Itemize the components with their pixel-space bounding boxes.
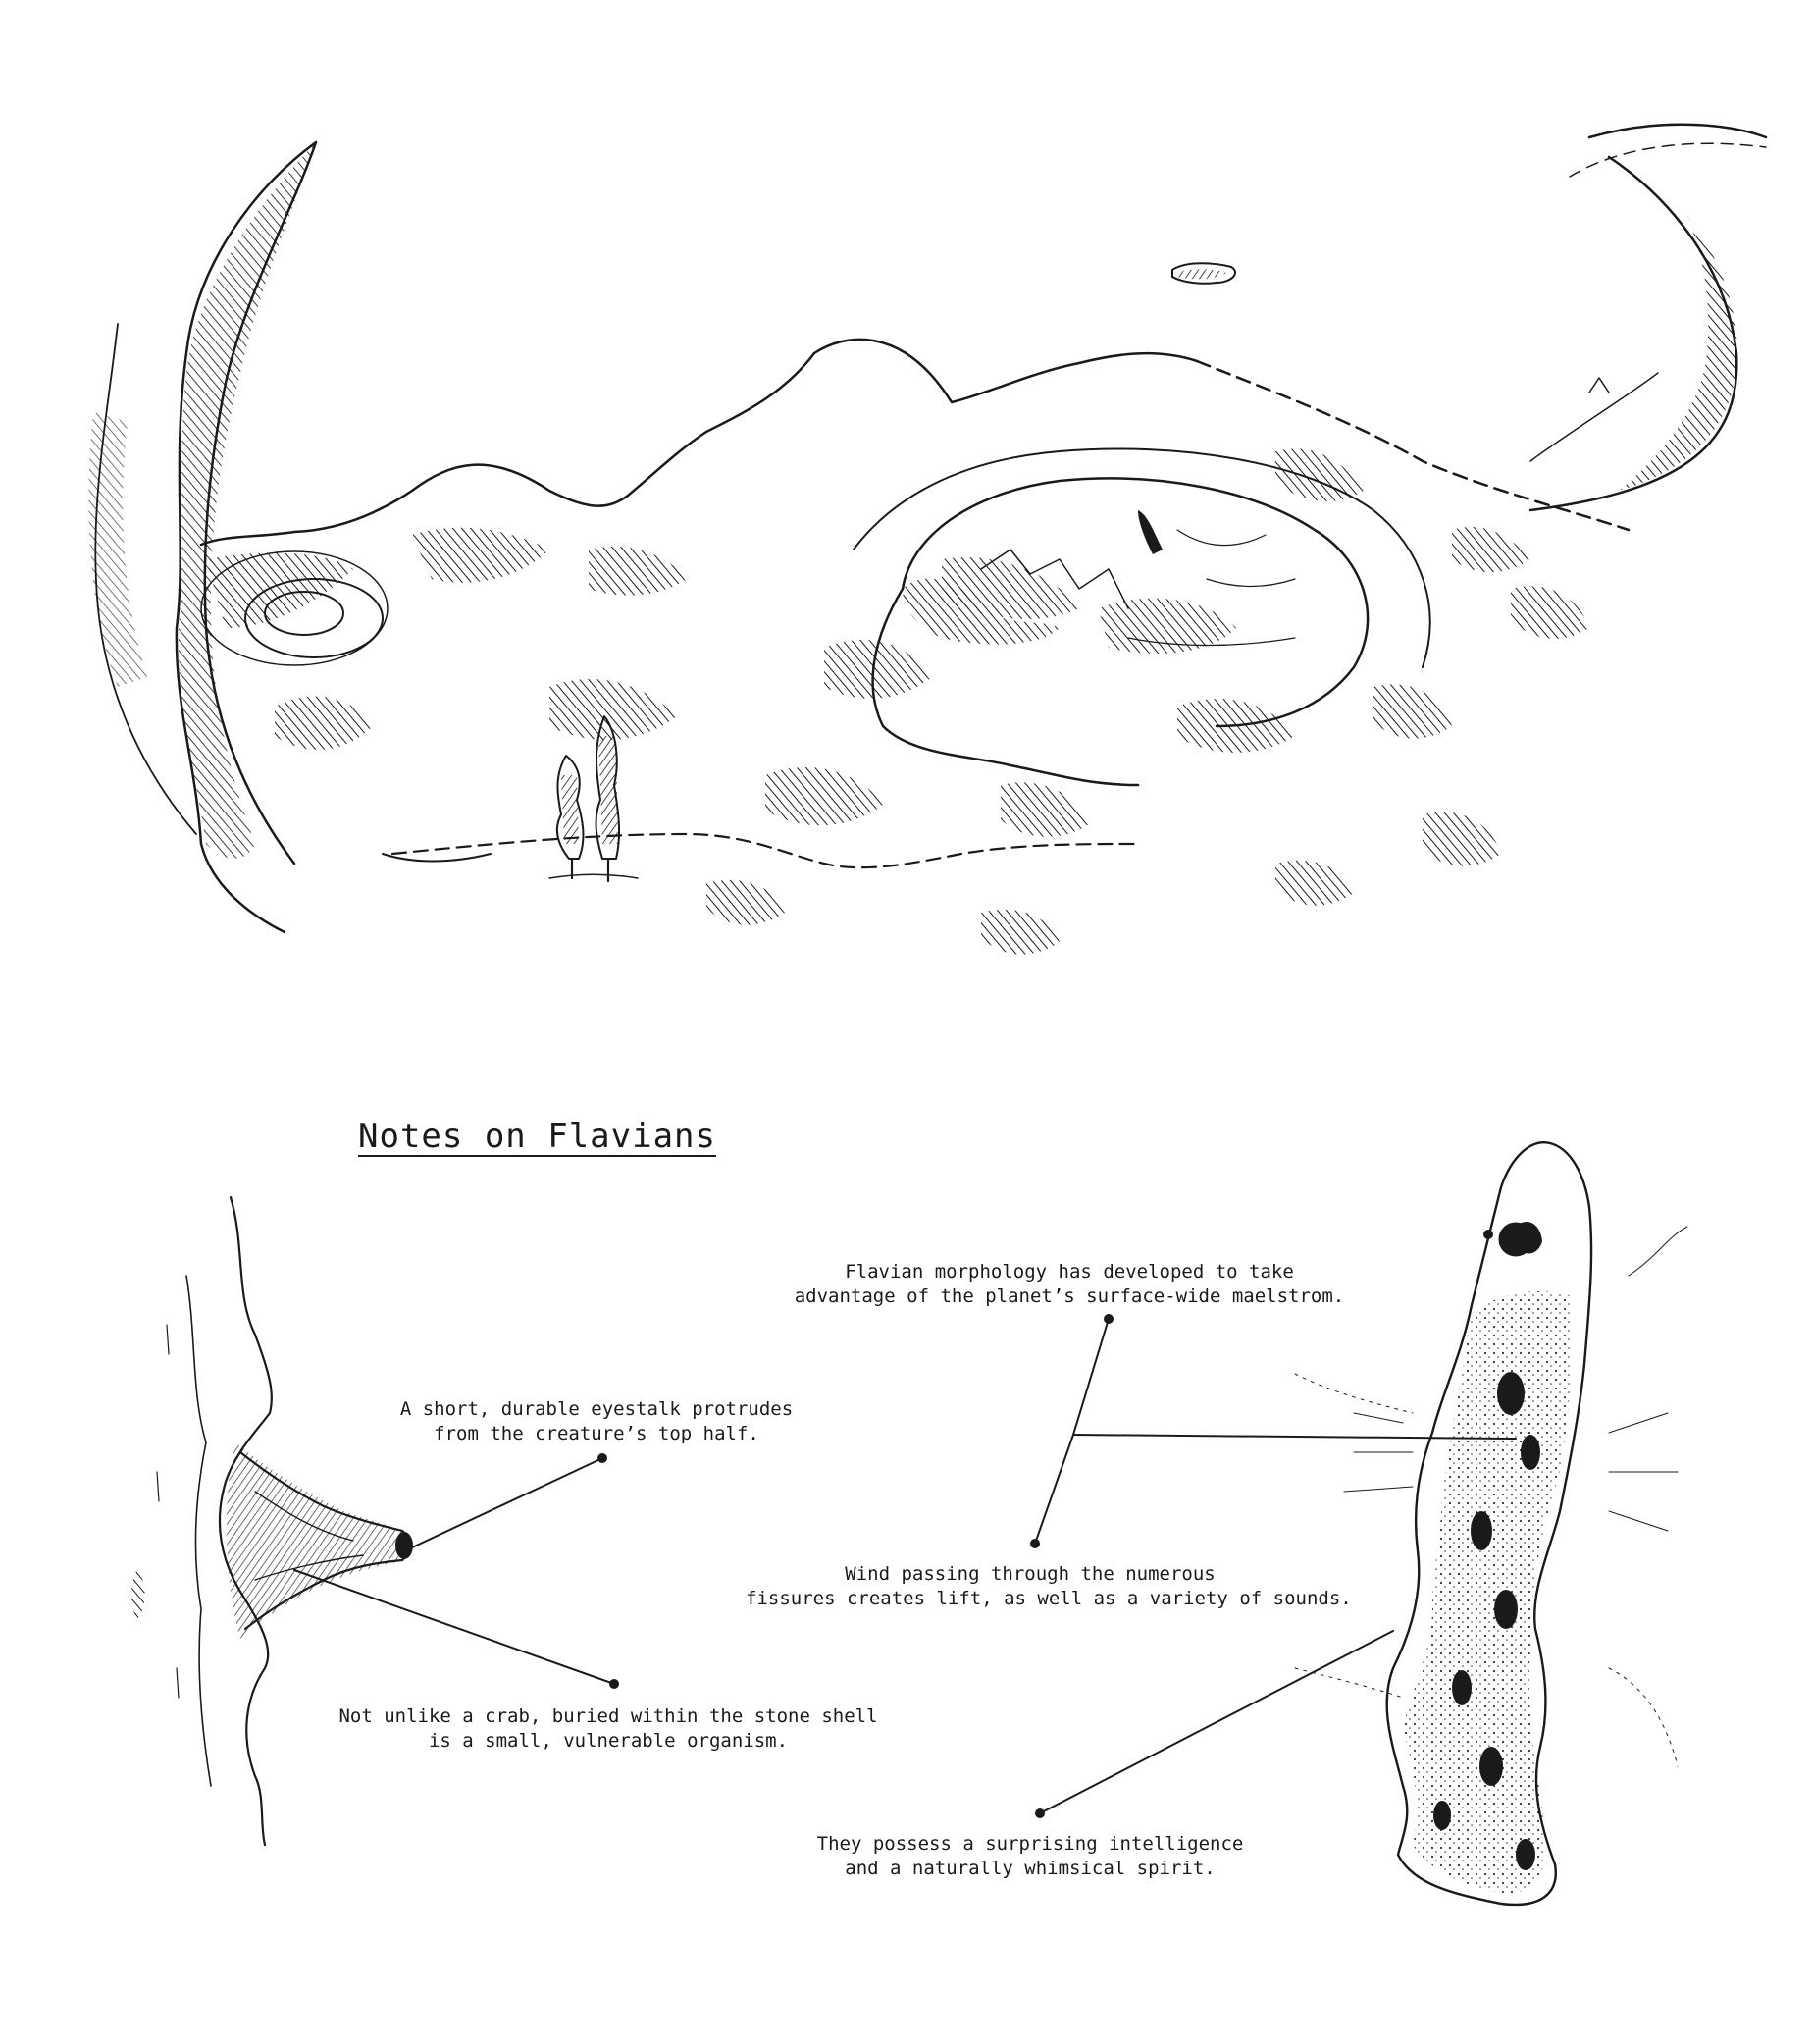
flavian-full-sketch bbox=[1295, 1142, 1687, 1905]
note-wind bbox=[746, 1562, 1352, 1611]
note-line: from the creature’s top half. bbox=[434, 1423, 759, 1444]
note-organism bbox=[334, 1704, 883, 1754]
note-morphology bbox=[785, 1260, 1354, 1309]
main-ridge bbox=[201, 340, 1197, 545]
note-line: and a naturally whimsical spirit. bbox=[845, 1858, 1216, 1879]
note-line: is a small, vulnerable organism. bbox=[428, 1730, 789, 1752]
note-intelligence bbox=[804, 1832, 1256, 1881]
page-title: Notes on Flavians bbox=[358, 1117, 716, 1156]
note-line: Flavian morphology has developed to take bbox=[845, 1261, 1294, 1283]
tree-icon bbox=[557, 756, 584, 878]
note-line: advantage of the planet’s surface-wide maelstrom. bbox=[794, 1285, 1345, 1307]
note-line: A short, durable eyestalk protrudes bbox=[399, 1398, 794, 1420]
left-cliff-shade bbox=[179, 142, 316, 859]
note-eyestalk bbox=[371, 1397, 822, 1446]
note-line: fissures creates lift, as well as a variety of sounds. bbox=[746, 1588, 1352, 1609]
note-line: They possess a surprising intelligence bbox=[816, 1833, 1244, 1855]
landscape-sketch bbox=[88, 125, 1766, 955]
tree-icon bbox=[596, 716, 620, 881]
note-line: Wind passing through the numerous bbox=[845, 1563, 1216, 1585]
note-line: Not unlike a crab, buried within the stone shell bbox=[338, 1705, 878, 1727]
